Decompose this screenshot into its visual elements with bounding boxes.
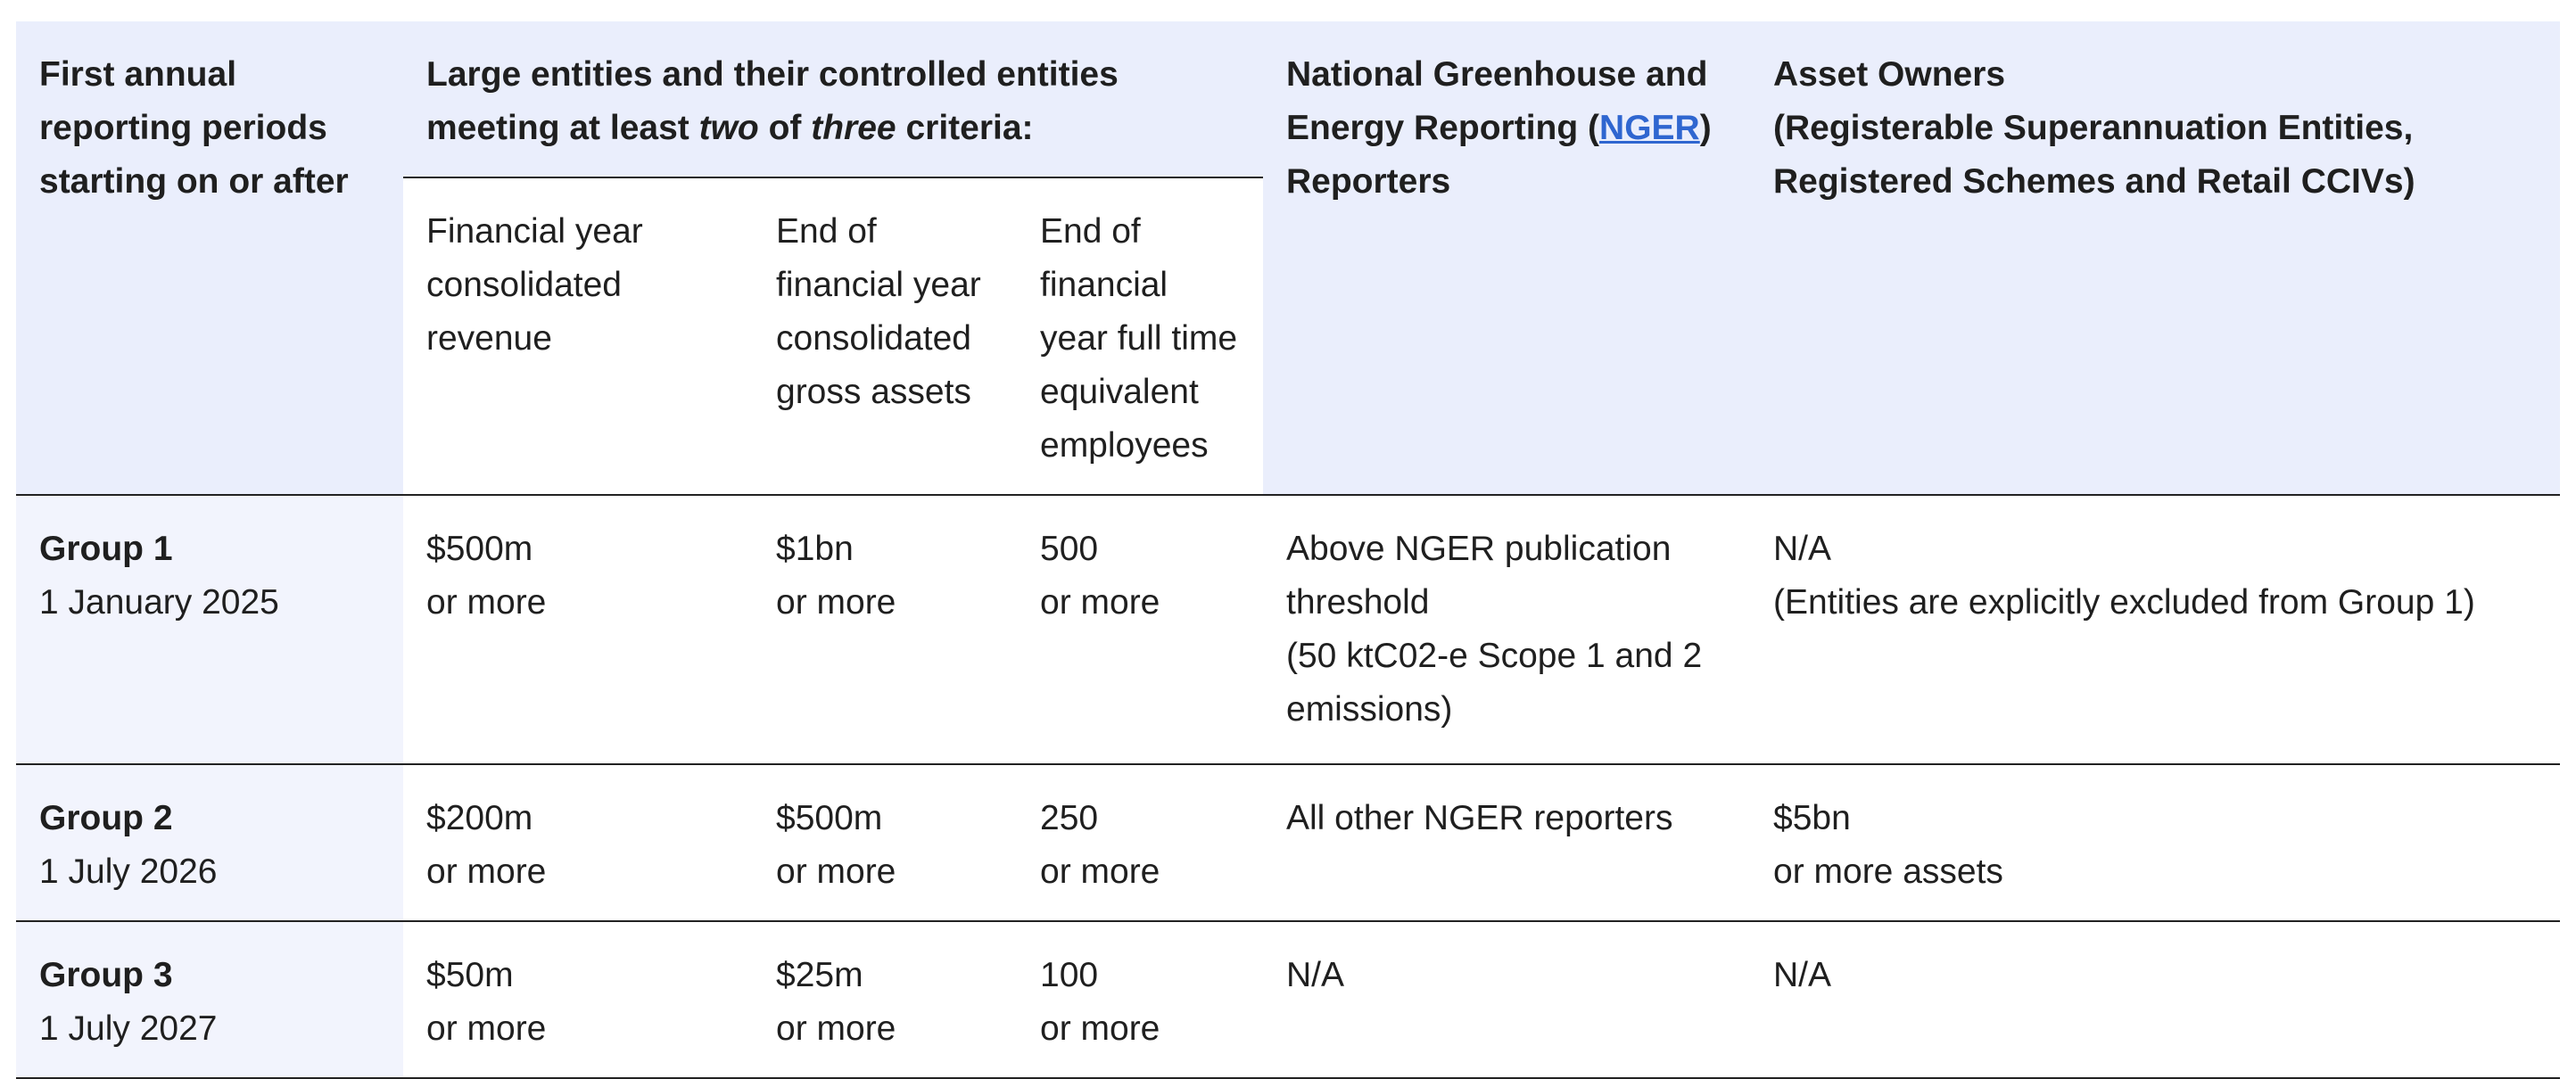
group-name: Group 3	[39, 956, 173, 994]
revenue-cell	[403, 764, 753, 921]
employees-cell	[1017, 495, 1263, 764]
nger-line-1: Above NGER publication threshold	[1286, 530, 1672, 622]
revenue-suffix: or more	[426, 1009, 547, 1048]
asset-owners-line-2: or more assets	[1773, 852, 2003, 891]
asset-owners-line-1: $5bn	[1773, 799, 1851, 837]
header-entity-criteria	[403, 21, 1263, 177]
assets-suffix: or more	[776, 583, 896, 622]
nger-line-1: All other NGER reporters	[1286, 799, 1673, 837]
asset-owners-cell	[1750, 921, 2560, 1078]
asset-owners-cell	[1750, 495, 2560, 764]
nger-suffix: ) Reporters	[1286, 109, 1712, 201]
header-asset-owners	[1750, 21, 2560, 495]
revenue-value: $200m	[426, 799, 533, 837]
assets-value: $500m	[776, 799, 883, 837]
group-start-date: 1 July 2026	[39, 852, 218, 891]
nger-cell	[1263, 495, 1750, 764]
employees-value: 500	[1040, 530, 1099, 568]
group-name: Group 1	[39, 530, 173, 568]
table-row	[16, 495, 2560, 764]
reporting-groups-table-wrapper	[16, 21, 2560, 1079]
employees-suffix: or more	[1040, 583, 1160, 622]
assets-cell	[753, 921, 1017, 1078]
revenue-cell	[403, 921, 753, 1078]
assets-cell	[753, 764, 1017, 921]
employees-value: 100	[1040, 956, 1099, 994]
table-header	[16, 21, 2560, 495]
revenue-cell	[403, 495, 753, 764]
revenue-suffix: or more	[426, 852, 547, 891]
asset-owners-cell	[1750, 764, 2560, 921]
header-revenue: Financial year consolidated revenue	[403, 177, 753, 495]
asset-owners-line-1: N/A	[1773, 530, 1832, 568]
criteria-emphasis-three: three	[811, 109, 896, 147]
header-row	[16, 21, 2560, 177]
header-reporting-period: First annual reporting periods starting on or after	[16, 21, 403, 495]
asset-owners-line-1: N/A	[1773, 956, 1832, 994]
group-start-date: 1 January 2025	[39, 583, 279, 622]
assets-value: $25m	[776, 956, 863, 994]
revenue-suffix: or more	[426, 583, 547, 622]
employees-suffix: or more	[1040, 852, 1160, 891]
asset-owners-title: Asset Owners	[1773, 55, 2006, 94]
row-group-cell	[16, 495, 403, 764]
employees-suffix: or more	[1040, 1009, 1160, 1048]
row-group-cell	[16, 764, 403, 921]
assets-cell	[753, 495, 1017, 764]
nger-link[interactable]: NGER	[1599, 109, 1700, 147]
employees-cell	[1017, 921, 1263, 1078]
revenue-value: $500m	[426, 530, 533, 568]
employees-value: 250	[1040, 799, 1099, 837]
criteria-mid: of	[758, 109, 812, 147]
employees-cell	[1017, 764, 1263, 921]
criteria-suffix: criteria:	[896, 109, 1034, 147]
table-row	[16, 764, 2560, 921]
header-nger-reporters	[1263, 21, 1750, 495]
nger-line-1: N/A	[1286, 956, 1345, 994]
header-employees: End of financial year full time equivalent employees	[1017, 177, 1263, 495]
nger-line-2: (50 ktC02-e Scope 1 and 2 emissions)	[1286, 637, 1703, 729]
group-start-date: 1 July 2027	[39, 1009, 218, 1048]
asset-owners-line-2: (Entities are explicitly excluded from Group 1)	[1773, 583, 2475, 622]
nger-cell	[1263, 921, 1750, 1078]
assets-value: $1bn	[776, 530, 854, 568]
criteria-prefix: Large entities and their controlled entities meeting at least	[426, 55, 1119, 147]
revenue-value: $50m	[426, 956, 514, 994]
nger-prefix: National Greenhouse and Energy Reporting (	[1286, 55, 1708, 147]
asset-owners-detail: (Registerable Superannuation Entities, Registered Schemes and Retail CCIVs)	[1773, 109, 2415, 201]
row-group-cell	[16, 921, 403, 1078]
table-row	[16, 921, 2560, 1078]
reporting-groups-table	[16, 21, 2560, 1079]
assets-suffix: or more	[776, 852, 896, 891]
table-body	[16, 495, 2560, 1078]
criteria-emphasis-two: two	[698, 109, 759, 147]
assets-suffix: or more	[776, 1009, 896, 1048]
header-gross-assets: End of financial year consolidated gross assets	[753, 177, 1017, 495]
nger-cell	[1263, 764, 1750, 921]
group-name: Group 2	[39, 799, 173, 837]
